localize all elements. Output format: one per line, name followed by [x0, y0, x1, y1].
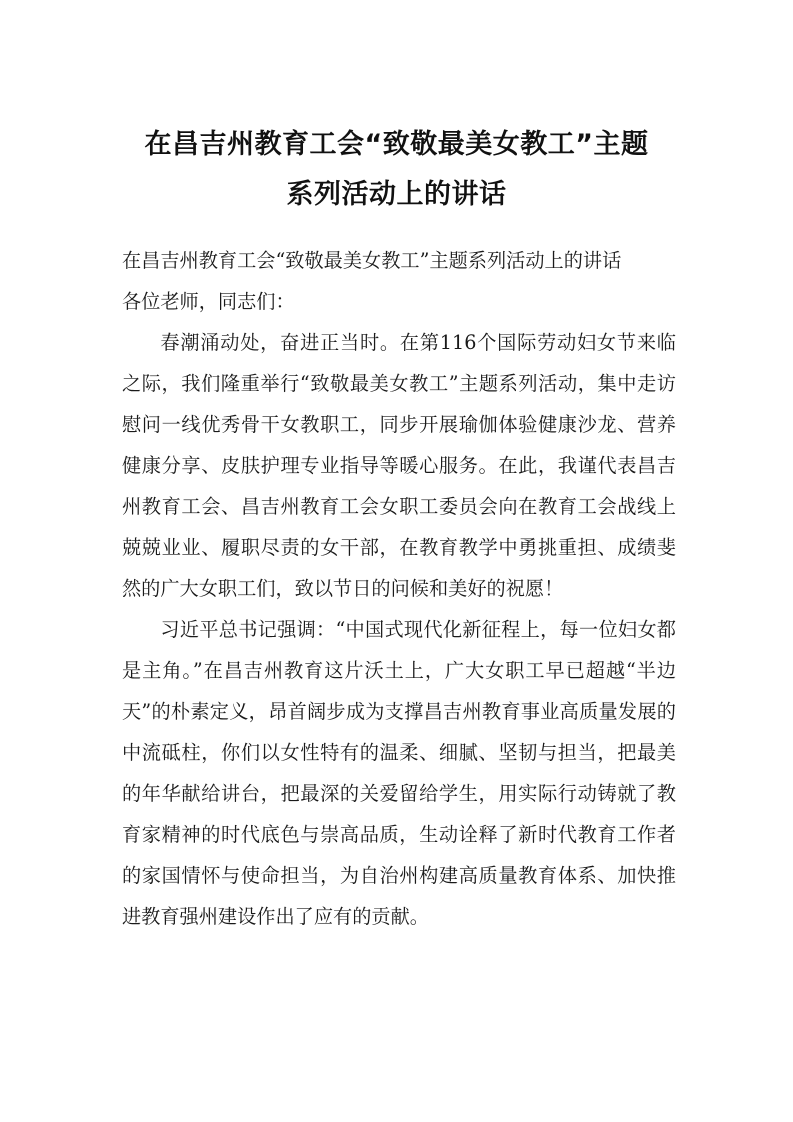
lead-line: 在昌吉州教育工会“致敬最美女教工”主题系列活动上的讲话 — [122, 249, 622, 272]
document-title-line-1: 在昌吉州教育工会“致敬最美女教工”主题 — [144, 129, 649, 160]
document-title-line-2: 系列活动上的讲话 — [286, 179, 507, 210]
paragraph: 春潮涌动处，奋进正当时。在第116个国际劳动妇女节来临之际，我们隆重举行“致敬最美女教工”主题系列活动，集中走访慰问一线优秀骨干女教职工，同步开展瑜伽体验健康沙龙、营养健康分享、皮肤护理专业指导等暖心服务。在此，我谨代表昌吉州教育工会、昌吉州教育工会女职工委员会向在教育工会战线上兢兢业业、履职尽责的女干部，在教育教学中勇挑重担、成绩斐然的广大女职工们，致以节日的问候和美好的祝愿！ — [122, 331, 676, 600]
salutation: 各位老师，同志们： — [122, 290, 295, 313]
paragraph: 习近平总书记强调：“中国式现代化新征程上，每一位妇女都是主角。”在昌吉州教育这片沃土上，广大女职工早已超越“半边天”的朴素定义，昂首阔步成为支撑昌吉州教育事业高质量发展的中流砥柱，你们以女性特有的温柔、细腻、坚韧与担当，把最美的年华献给讲台，把最深的关爱留给学生，用实际行动铸就了教育家精神的时代底色与崇高品质，生动诠释了新时代教育工作者的家国情怀与使命担当，为自治州构建高质量教育体系、加快推进教育强州建设作出了应有的贡献。 — [122, 618, 676, 928]
document-body — [122, 240, 676, 937]
